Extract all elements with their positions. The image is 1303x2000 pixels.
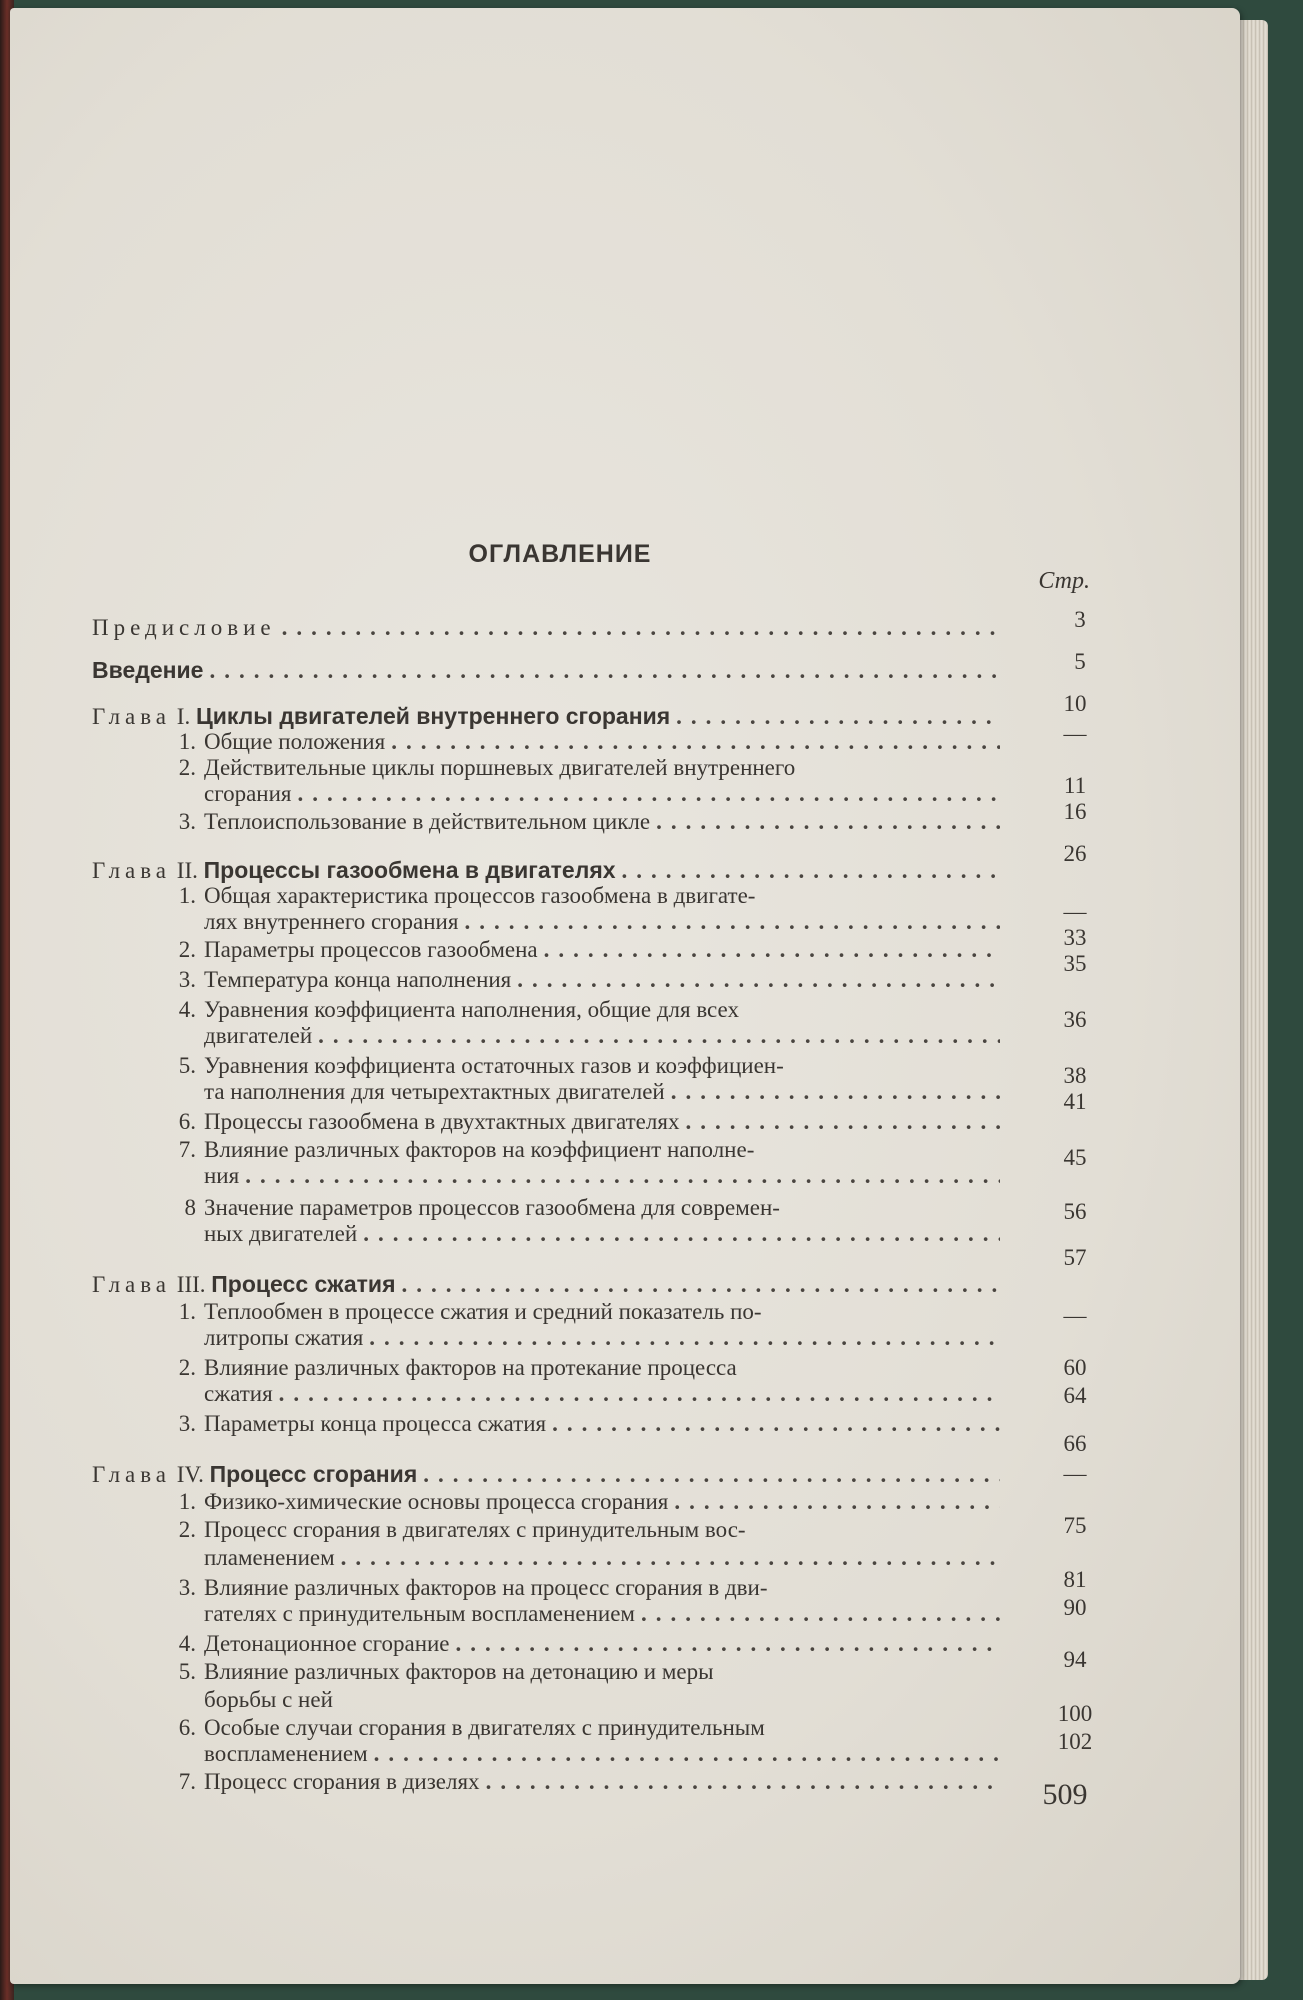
toc-section: 5. Влияние различных факторов на детонацию и меры <box>178 1659 714 1684</box>
toc-entry-introduction <box>92 656 1000 684</box>
toc-section-continuation: сгорания ..... <box>204 780 1000 808</box>
toc-entry-label: Циклы двигателей внутреннего сгорания <box>195 703 671 729</box>
page-number: 509 <box>1042 1778 1088 1811</box>
toc-section-continuation: воспламенением ..... <box>204 1740 1000 1768</box>
chapter-numeral: III. <box>176 1272 206 1297</box>
toc-section-continuation: лях внутреннего сгорания ..... <box>204 908 1000 936</box>
toc-section: 8 Значение параметров процессов газообмена для современ- <box>184 1195 780 1220</box>
toc-section: 2. Параметры процессов газообмена ..... <box>160 936 1000 964</box>
toc-entry-label: Процессы газообмена в двигателях <box>203 857 616 883</box>
toc-entry-label: Физико-химические основы процесса сгорания <box>204 1489 669 1514</box>
toc-entry-page: — <box>1063 721 1087 746</box>
toc-entry-page: 3 <box>1074 607 1086 632</box>
toc-entry-page: 94 <box>1063 1647 1087 1672</box>
toc-chapter-1 <box>92 702 1000 730</box>
toc-section: 3. Температура конца наполнения ..... <box>160 966 1000 994</box>
toc-entry-label: Теплообмен в процессе сжатия и средний показатель по- <box>204 1299 762 1324</box>
toc-entry-label: Детонационное сгорание <box>204 1631 450 1656</box>
toc-entry-page: 102 <box>1057 1729 1093 1754</box>
toc-section: 3. Влияние различных факторов на процесс сгорания в дви- <box>178 1575 768 1600</box>
toc-section-continuation: литропы сжатия ..... <box>204 1324 1000 1352</box>
toc-entry-page: 16 <box>1063 799 1087 824</box>
toc-entry-label: Теплоиспользование в действительном цикле <box>204 809 651 834</box>
toc-entry-label: Предисловие <box>92 615 276 640</box>
toc-entry-page: 64 <box>1063 1383 1087 1408</box>
toc-entry-label: Процессы газообмена в двухтактных двигателях <box>204 1109 680 1134</box>
toc-section-continuation: пламенением ..... <box>204 1544 1000 1572</box>
toc-entry-page: 36 <box>1063 1007 1087 1032</box>
toc-entry-label: Действительные циклы поршневых двигателей внутреннего <box>204 755 796 780</box>
toc-entry-label: Общие положения <box>204 729 386 754</box>
toc-section: 2. Влияние различных факторов на протекание процесса <box>178 1355 737 1380</box>
chapter-prefix: Глава <box>92 1272 172 1297</box>
toc-section: 1. Теплообмен в процессе сжатия и средний показатель по- <box>178 1299 762 1324</box>
toc-entry-preface <box>92 614 1000 642</box>
toc-entry-page: 41 <box>1063 1089 1087 1114</box>
toc-entry-page: 81 <box>1063 1567 1087 1592</box>
toc-entry-page: 75 <box>1063 1513 1087 1538</box>
toc-section: 4. Детонационное сгорание ..... <box>160 1630 1000 1658</box>
toc-section-continuation: борьбы с ней <box>204 1687 333 1712</box>
toc-section: 7. Влияние различных факторов на коэффициент наполне- <box>178 1137 755 1162</box>
toc-entry-page: 45 <box>1063 1145 1087 1170</box>
toc-entry-page: 38 <box>1063 1063 1087 1088</box>
chapter-prefix: Глава <box>92 858 172 883</box>
toc-section: 4. Уравнения коэффициента наполнения, общие для всех <box>178 997 739 1022</box>
toc-section: 5. Уравнения коэффициента остаточных газов и коэффициен- <box>178 1053 784 1078</box>
toc-section: 1. Общая характеристика процессов газообмена в двигате- <box>178 883 756 908</box>
toc-chapter-4 <box>92 1460 1000 1488</box>
toc-entry-page: 57 <box>1063 1245 1087 1270</box>
chapter-numeral: I. <box>176 704 191 729</box>
toc-section: 2. Процесс сгорания в двигателях с принудительным вос- <box>178 1517 746 1542</box>
toc-chapter-2 <box>92 856 1000 884</box>
toc-chapter-3 <box>92 1270 1000 1298</box>
toc-entry-page: 90 <box>1063 1595 1087 1620</box>
toc-section-continuation: та наполнения для четырехтактных двигателей ..... <box>204 1078 1000 1106</box>
toc-section-continuation: ных двигателей ..... <box>204 1220 1000 1248</box>
toc-section-continuation: сжатия ..... <box>204 1380 1000 1408</box>
toc-entry-label: Параметры конца процесса сжатия <box>204 1411 547 1436</box>
chapter-numeral: II. <box>176 858 198 883</box>
toc-section-continuation: ния ..... <box>204 1162 1000 1190</box>
chapter-prefix: Глава <box>92 704 172 729</box>
toc-entry-label: Общая характеристика процессов газообмена в двигате- <box>204 883 756 908</box>
page-title: ОГЛАВЛЕНИЕ <box>468 540 652 568</box>
toc-entry-label: Влияние различных факторов на детонацию и меры <box>204 1659 714 1684</box>
toc-entry-page: 33 <box>1063 925 1087 950</box>
toc-section-continuation: двигателей ..... <box>204 1022 1000 1050</box>
toc-entry-page: 10 <box>1063 691 1087 716</box>
toc-entry-label: Температура конца наполнения <box>204 967 512 992</box>
toc-entry-page: 66 <box>1063 1431 1087 1456</box>
toc-entry-label: Процесс сгорания в дизелях <box>204 1769 480 1794</box>
toc-section: 2. Действительные циклы поршневых двигателей внутреннего <box>178 755 796 780</box>
page-column-label: Стр. <box>1038 568 1090 594</box>
toc-entry-label: Влияние различных факторов на коэффициент наполне- <box>204 1137 755 1162</box>
toc-section: 1. Общие положения ..... <box>160 728 1000 756</box>
toc-section: 3. Параметры конца процесса сжатия ..... <box>160 1410 1000 1438</box>
toc-section: 3. Теплоиспользование в действительном цикле ..... <box>160 808 1000 836</box>
toc-entry-label: Значение параметров процессов газообмена для современ- <box>204 1195 780 1220</box>
toc-entry-label: Процесс сжатия <box>211 1271 396 1297</box>
toc-section-continuation: гателях с принудительным воспламенением ..... <box>204 1600 1000 1628</box>
toc-entry-label: Уравнения коэффициента наполнения, общие для всех <box>204 997 739 1022</box>
toc-entry-page: 11 <box>1063 773 1087 798</box>
toc-entry-label: Введение <box>92 657 204 683</box>
toc-entry-label: Процесс сгорания <box>209 1461 418 1487</box>
toc-entry-page: 35 <box>1063 951 1087 976</box>
toc-entry-label: Параметры процессов газообмена <box>204 937 538 962</box>
toc-entry-page: — <box>1063 1303 1087 1328</box>
toc-section: 7. Процесс сгорания в дизелях ..... <box>160 1768 1000 1796</box>
chapter-numeral: IV. <box>176 1462 204 1487</box>
toc-section: 1. Физико-химические основы процесса сгорания ..... <box>160 1488 1000 1516</box>
toc-entry-page: 5 <box>1074 649 1086 674</box>
chapter-prefix: Глава <box>92 1462 172 1487</box>
toc-entry-page: 100 <box>1057 1701 1093 1726</box>
toc-entry-label: Особые случаи сгорания в двигателях с принудительным <box>204 1715 765 1740</box>
toc-entry-page: — <box>1063 899 1087 924</box>
toc-entry-page: 26 <box>1063 841 1087 866</box>
toc-entry-label: Влияние различных факторов на протекание процесса <box>204 1355 737 1380</box>
toc-section: 6. Особые случаи сгорания в двигателях с принудительным <box>178 1715 765 1740</box>
toc-entry-page: — <box>1063 1461 1087 1486</box>
toc-entry-page: 56 <box>1063 1199 1087 1224</box>
toc-entry-label: Процесс сгорания в двигателях с принудительным вос- <box>204 1517 746 1542</box>
toc-entry-page: 60 <box>1063 1355 1087 1380</box>
toc-entry-label: Уравнения коэффициента остаточных газов и коэффициен- <box>204 1053 784 1078</box>
toc-section: 6. Процессы газообмена в двухтактных двигателях ..... <box>160 1108 1000 1136</box>
toc-entry-label: Влияние различных факторов на процесс сгорания в дви- <box>204 1575 768 1600</box>
